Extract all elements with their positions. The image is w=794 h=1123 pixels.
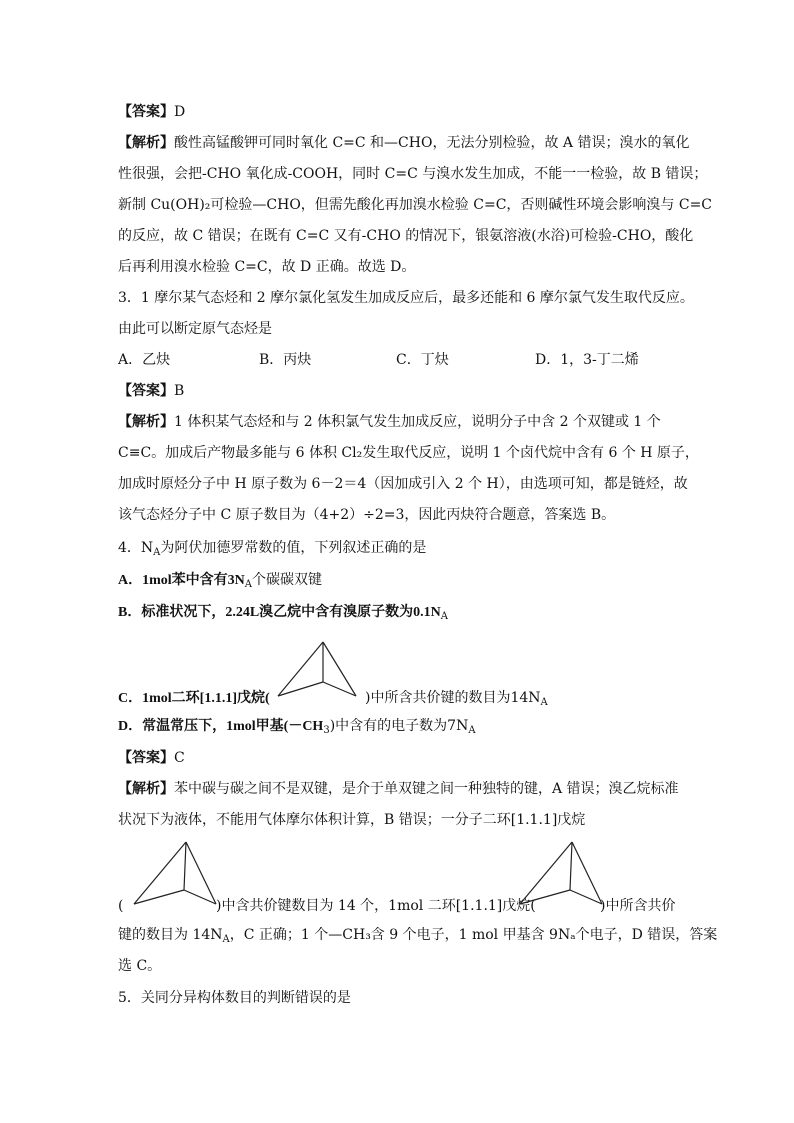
analysis-label: 【解析】 <box>118 781 174 797</box>
option-c: C．丁炔 <box>396 352 449 368</box>
option-b: B．丙炔 <box>259 352 312 368</box>
answer-label: 【答案】 <box>118 383 174 399</box>
answer-value: D <box>174 104 186 120</box>
analysis-line <box>118 133 689 153</box>
option-a: A．乙炔 <box>118 352 171 368</box>
analysis-line: 新制 Cu(OH)₂可检验—CHO，但需先酸化再加溴水检验 C=C，否则碱性环境会影响溴与 C=C <box>118 197 713 213</box>
analysis-line: 【解析】1 体积某气态烃和与 2 体积氯气发生加成反应，说明分子中含 2 个双键或 1 个 <box>118 414 661 430</box>
answer-value: B <box>174 383 185 399</box>
analysis-line: )中所含共价 <box>600 898 676 914</box>
answer-label: 【答案】 <box>118 750 174 766</box>
analysis-line: 后再利用溴水检验 C=C，故 D 正确。故选 D。 <box>118 259 416 275</box>
analysis-line: 加成时原烃分子中 H 原子数为 6－2＝4（因加成引入 2 个 H），由选项可知，都是链烃，故 <box>118 476 688 492</box>
analysis-line: )中含共价键数目为 14 个，1mol 二环[1.1.1]戊烷( <box>216 898 536 914</box>
question-stem-q3: 由此可以断定原气态烃是 <box>118 321 272 337</box>
answer-line-q3 <box>118 381 184 401</box>
analysis-line: 该气态烃分子中 C 原子数目为（4+2）÷2=3，因此丙炔符合题意，答案选 B。 <box>118 507 616 523</box>
analysis-line: 状况下为液体，不能用气体摩尔体积计算，B 错误；一分子二环[1.1.1]戊烷 <box>118 812 586 828</box>
option-b: B．标准状况下，2.24L溴乙烷中含有溴原子数为$0.1N_A$ <box>118 605 449 622</box>
bicyclopentane-structure-icon <box>124 840 224 910</box>
analysis-line: 选 C。 <box>118 958 162 974</box>
question-stem-q5: 5．关同分异构体数目的判断错误的是 <box>118 990 351 1006</box>
answer-line-q4 <box>118 748 185 768</box>
bicyclopentane-structure-icon <box>268 640 368 700</box>
option-c-rest: )中所含共价键的数目为$14N_A$ <box>365 690 548 708</box>
option-a: A．1mol苯中含有$3N_A$个碳碳双键 <box>118 572 323 590</box>
option-c: C．1mol二环[1.1.1]戊烷( <box>118 691 270 706</box>
option-d: D．1，3-丁二烯 <box>535 352 639 368</box>
analysis-label: 【解析】 <box>118 135 174 151</box>
analysis-line: C≡C。加成后产物最多能与 6 体积 Cl₂发生取代反应，说明 1 个卤代烷中含有 6 个 H 原子， <box>118 445 699 461</box>
analysis-line: 【解析】苯中碳与碳之间不是双键，是介于单双键之间一种独特的键，A 错误；溴乙烷标准 <box>118 781 679 797</box>
answer-line-q2 <box>118 102 185 122</box>
question-stem-q4: 4．$N_A$为阿伏加德罗常数的值，下列叙述正确的是 <box>118 540 427 558</box>
analysis-line: 性很强，会把-CHO 氧化成-COOH，同时 C=C 与溴水发生加成，不能一一检验，故 B 错误； <box>118 166 708 182</box>
option-d: D．常温常压下，1mol甲基$(-CH_3)$中含有的电子数为$7N_A$ <box>118 718 476 736</box>
analysis-line: 键的数目为 $14N_A$，C 正确；1 个—CH₃含 9 个电子，1 mol 甲基含 9Nₐ个电子，D 错误，答案 <box>118 927 718 945</box>
answer-value: C <box>174 750 185 766</box>
analysis-label: 【解析】 <box>118 414 174 430</box>
analysis-line: 的反应，故 C 错误；在既有 C=C 又有-CHO 的情况下，银氨溶液(水浴)可检验-CHO，酸化 <box>118 228 694 244</box>
question-stem-q3: 3．1 摩尔某气态烃和 2 摩尔氯化氢发生加成反应后，最多还能和 6 摩尔氯气发生取代反应。 <box>118 290 694 306</box>
analysis-text: 酸性高锰酸钾可同时氧化 C=C 和—CHO，无法分别检验，故 A 错误；溴水的氧化 <box>174 135 690 151</box>
answer-label: 【答案】 <box>118 104 174 120</box>
analysis-line: ( <box>118 898 124 914</box>
